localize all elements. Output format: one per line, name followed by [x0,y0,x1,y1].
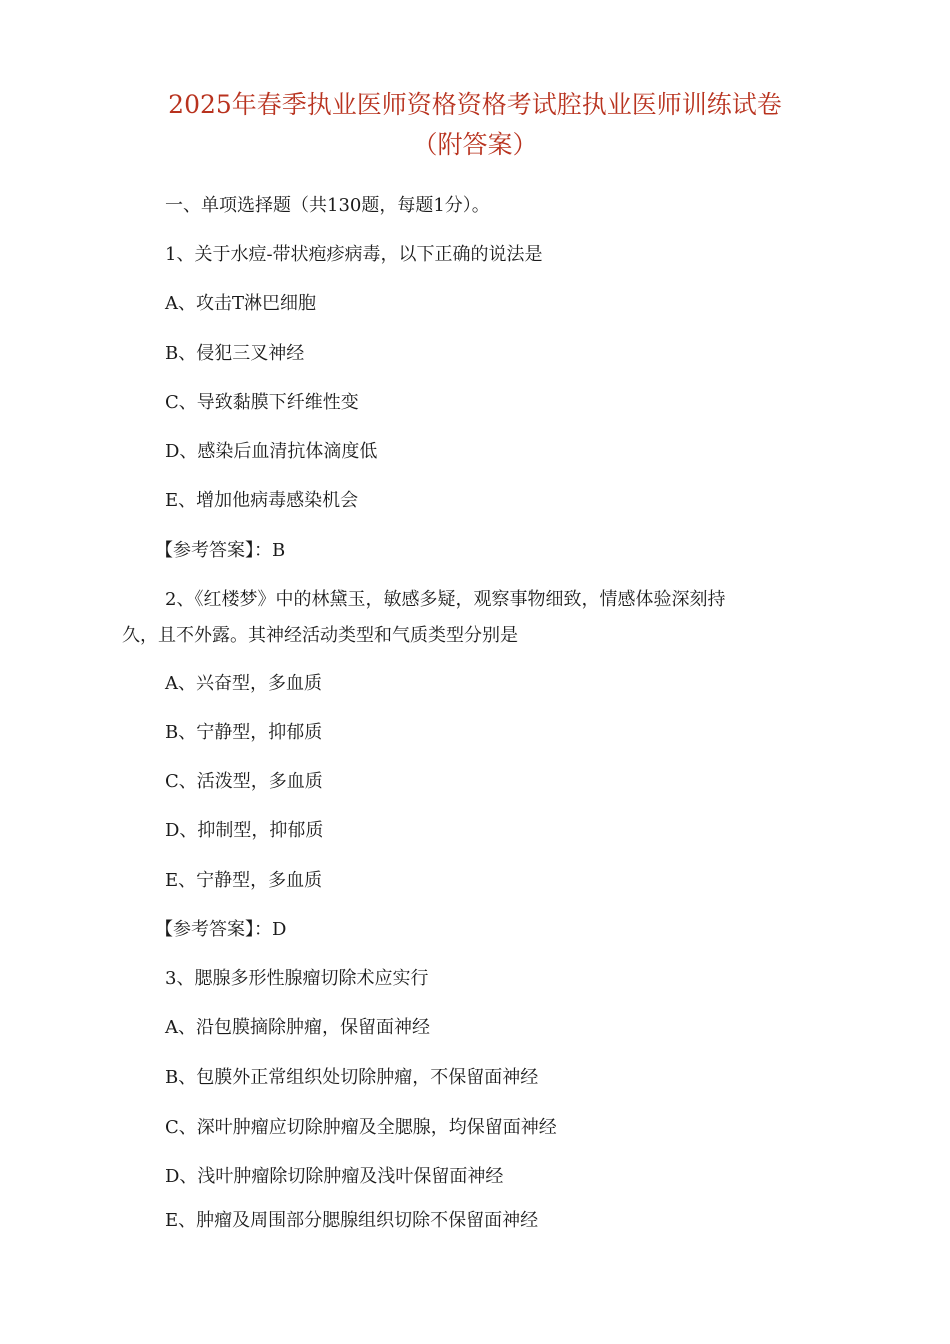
question-3-option-e: E、肿瘤及周围部分腮腺组织切除不保留面神经 [165,1210,539,1231]
question-1-stem: 1、关于水痘-带状疱疹病毒，以下正确的说法是 [165,244,543,265]
question-3-option-c: C、深叶肿瘤应切除肿瘤及全腮腺，均保留面神经 [165,1117,557,1138]
question-1-option-d: D、感染后血清抗体滴度低 [165,441,378,462]
question-2-answer: 【参考答案】：D [155,919,287,940]
question-2-option-a: A、兴奋型，多血质 [165,673,322,694]
question-1-option-b: B、侵犯三叉神经 [165,343,305,364]
question-2-option-e: E、宁静型，多血质 [165,870,323,891]
document-title-line-1: 2025年春季执业医师资格资格考试腔执业医师训练试卷 [168,90,782,119]
question-1-answer: 【参考答案】：B [155,540,286,561]
question-3-stem: 3、腮腺多形性腺瘤切除术应实行 [165,968,429,989]
question-1-option-e: E、增加他病毒感染机会 [165,490,359,511]
question-2-option-d: D、抑制型，抑郁质 [165,820,324,841]
question-3-option-b: B、包膜外正常组织处切除肿瘤，不保留面神经 [165,1067,539,1088]
question-3-option-a: A、沿包膜摘除肿瘤，保留面神经 [165,1017,430,1038]
question-2-stem-line-1: 2、《红楼梦》中的林黛玉，敏感多疑，观察事物细致，情感体验深刻持 [165,589,726,610]
question-3-option-d: D、浅叶肿瘤除切除肿瘤及浅叶保留面神经 [165,1166,504,1187]
question-2-option-b: B、宁静型，抑郁质 [165,722,323,743]
section-heading: 一、单项选择题（共130题，每题1分）。 [165,195,490,216]
question-2-stem-line-2: 久，且不外露。其神经活动类型和气质类型分别是 [122,625,518,646]
question-2-option-c: C、活泼型，多血质 [165,771,323,792]
document-title-line-2: （附答案） [412,130,538,159]
question-1-option-c: C、导致黏膜下纤维性变 [165,392,359,413]
question-1-option-a: A、攻击T淋巴细胞 [165,293,317,314]
